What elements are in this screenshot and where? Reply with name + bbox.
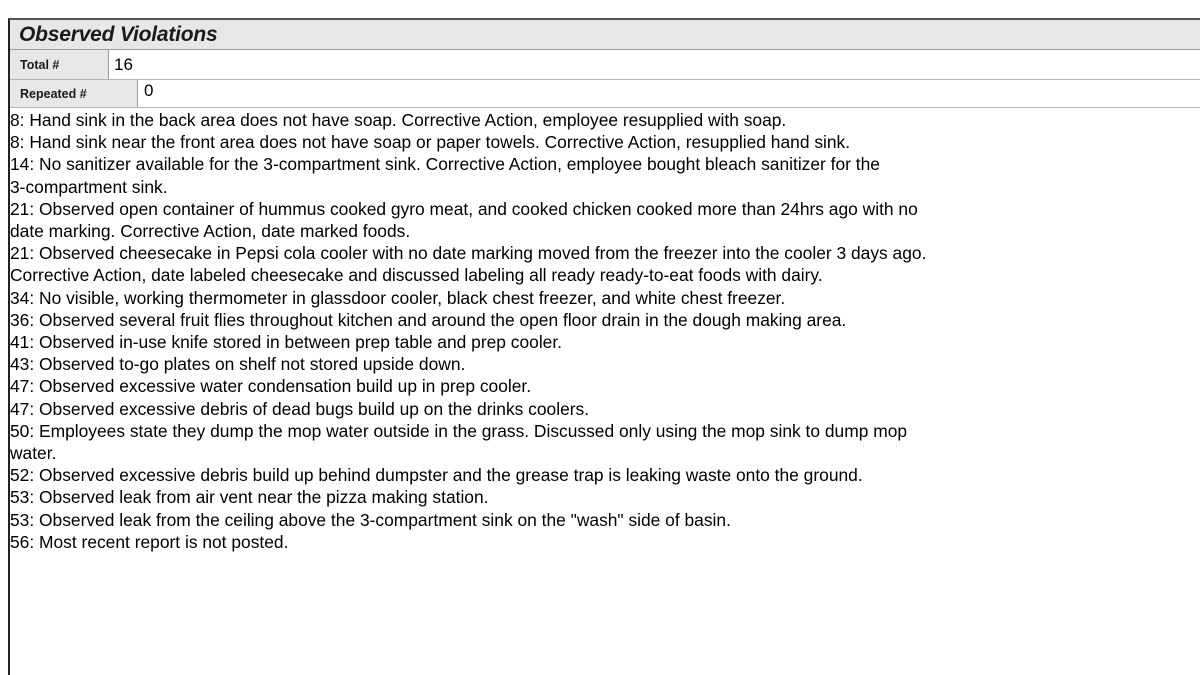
total-count-row (10, 50, 1200, 80)
violation-item: 14: No sanitizer available for the 3-compartment sink. Corrective Action, employee bought bleach sanitizer for the 3-compartment sink. (10, 154, 880, 197)
repeated-count-label: Repeated # (10, 80, 138, 107)
violation-item: 34: No visible, working thermometer in glassdoor cooler, black chest freezer, and white chest freezer. (10, 287, 786, 308)
violation-item: 53: Observed leak from air vent near the pizza making station. (10, 487, 489, 508)
violation-item: 36: Observed several fruit flies throughout kitchen and around the open floor drain in the dough making area. (10, 309, 847, 330)
violation-item: 41: Observed in-use knife stored in between prep table and prep cooler. (10, 332, 563, 353)
violation-item: 8: Hand sink in the back area does not have soap. Corrective Action, employee resupplied with soap. (10, 110, 787, 130)
violation-item: 52: Observed excessive debris build up behind dumpster and the grease trap is leaking waste onto the ground. (10, 465, 863, 486)
violation-item: 50: Employees state they dump the mop water outside in the grass. Discussed only using the mop sink to dump mop water. (10, 420, 908, 464)
violation-item: 47: Observed excessive debris of dead bugs build up on the drinks coolers. (10, 398, 590, 419)
repeated-count-value: 0 (144, 81, 154, 100)
violation-item: 47: Observed excessive water condensation build up in prep cooler. (10, 376, 532, 397)
violations-list (10, 108, 1200, 553)
total-count-label: Total # (10, 50, 109, 79)
violation-item: 43: Observed to-go plates on shelf not stored upside down. (10, 354, 466, 375)
inspection-report-page (8, 18, 1200, 675)
violation-item: 21: Observed cheesecake in Pepsi cola cooler with no date marking moved from the freezer into the cooler 3 days ago. Corrective Action, date labeled cheesecake and discussed labeling all ready ready-to-eat foods with dairy. (10, 243, 927, 286)
violation-item: 56: Most recent report is not posted. (10, 531, 289, 552)
section-header (10, 20, 1200, 50)
violation-item: 21: Observed open container of hummus cooked gyro meat, and cooked chicken cooked more than 24hrs ago with no date marking. Corrective Action, date marked foods. (10, 198, 918, 242)
total-count-value: 16 (114, 54, 133, 74)
section-title: Observed Violations (19, 22, 218, 46)
violation-item: 53: Observed leak from the ceiling above the 3-compartment sink on the "wash" side of basin. (10, 509, 731, 530)
repeated-count-row (10, 80, 1200, 108)
violation-item: 8: Hand sink near the front area does not have soap or paper towels. Corrective Action, resupplied hand sink. (10, 132, 851, 153)
